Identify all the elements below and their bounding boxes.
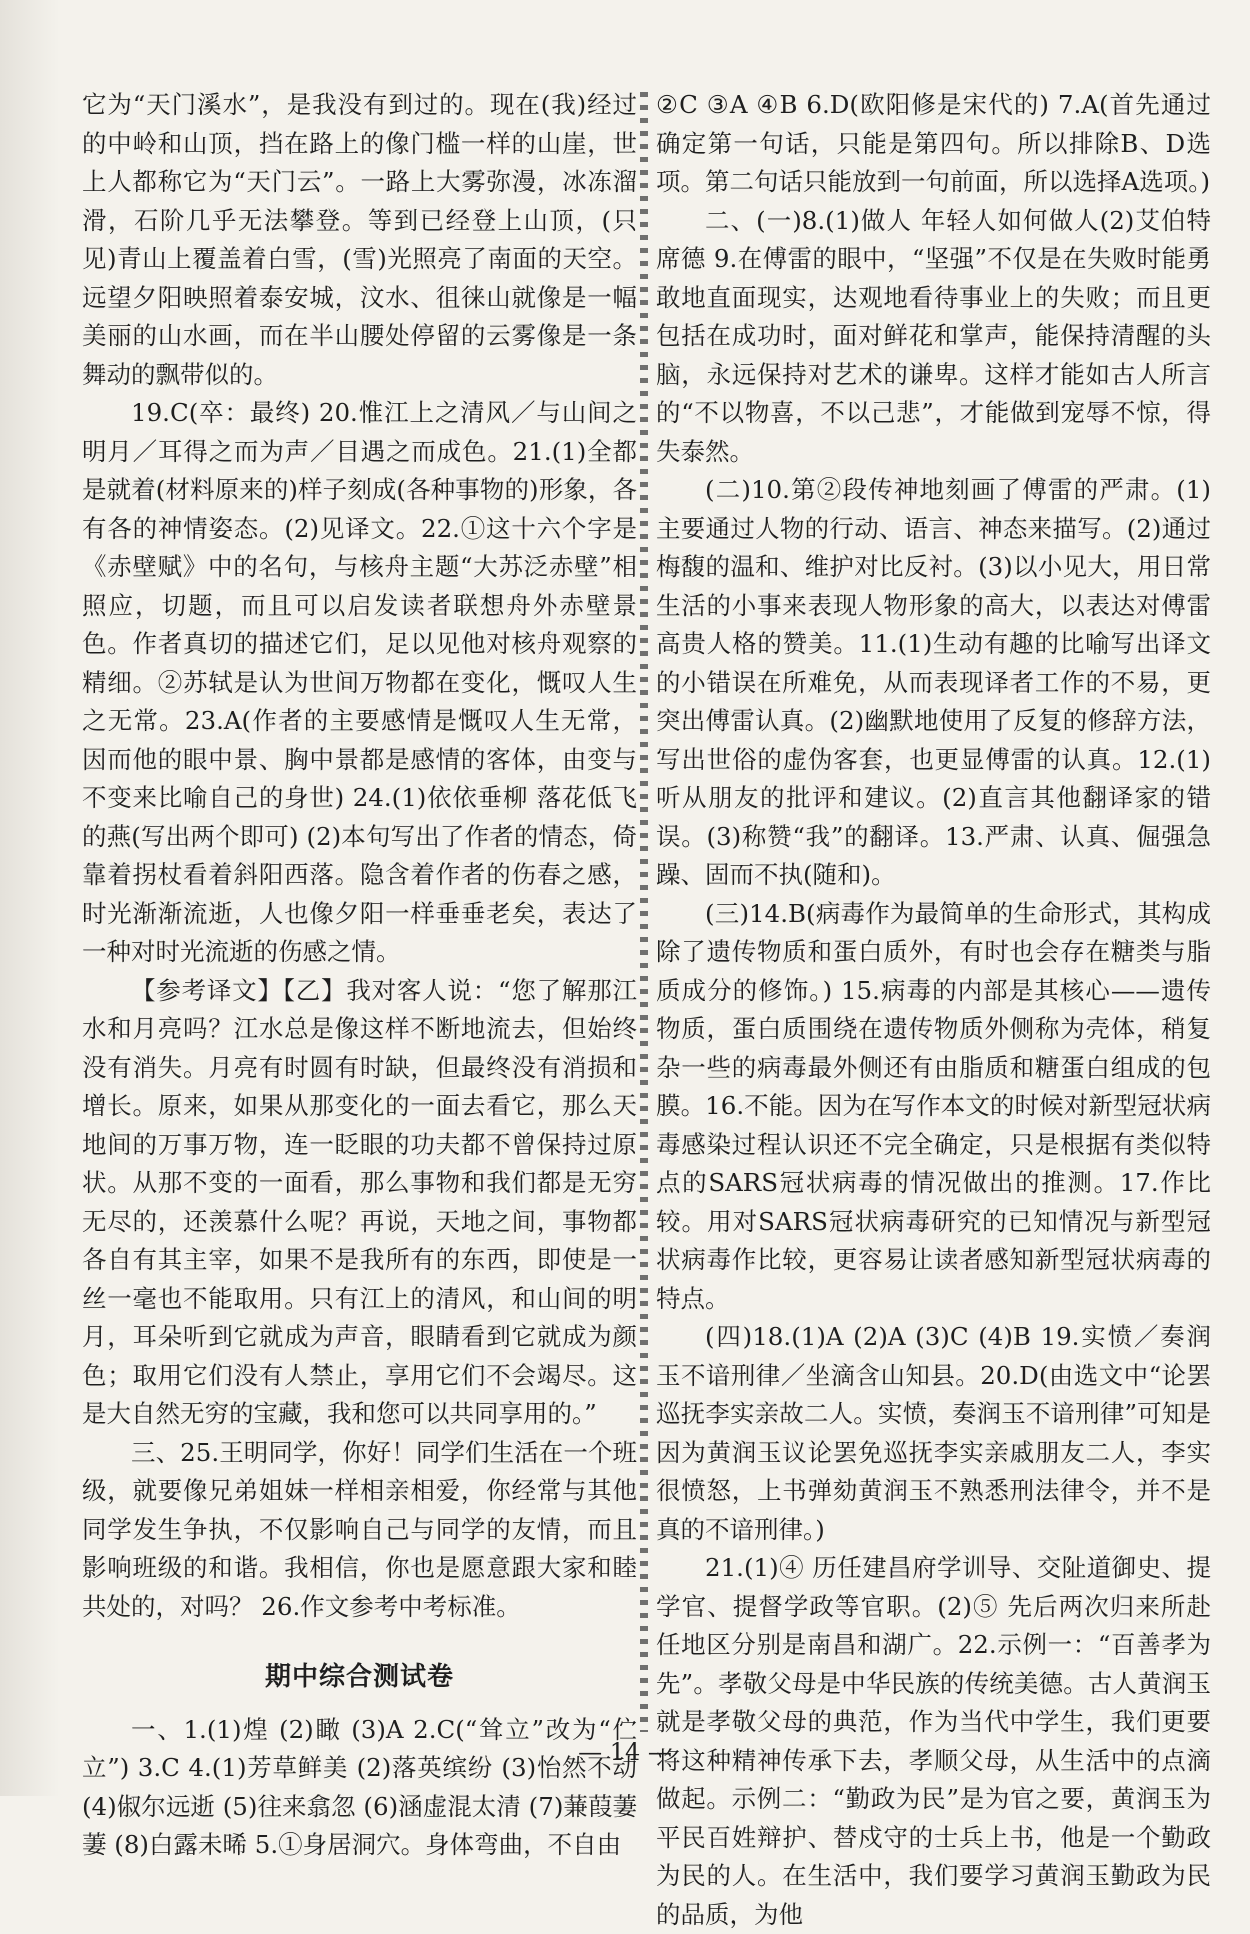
- paragraph-answers-21-22: 21.(1)④ 历任建昌府学训导、交阯道御史、提学官、提督学政等官职。(2)⑤ 先后两次归来所赴任地区分别是南昌和湖广。22.示例一：“百善孝为先”。孝敬父母是中华民族的传统美德。古人黄润玉就是孝敬父母的典范，作为当代中学生，我们更要将这种精神传承下去，孝顺父母，从生活中的点滴做起。示例二：“勤政为民”是为官之要，黄润玉为平民百姓辩护、替戍守的士兵上书，他是一个勤政为民的人。在生活中，我们要学习黄润玉勤政为民的品质，为他: [656, 1553, 1211, 1929]
- column-divider: [640, 92, 648, 1732]
- paragraph-answers-25-26: 三、25.王明同学，你好！同学们生活在一个班级，就要像兄弟姐妹一样相亲相爱，你经常与其他同学发生争执，不仅影响自己与同学的友情，而且影响班级的和谐。我相信，你也是愿意跟大家和睦共处的，对吗？ 26.作文参考中考标准。: [82, 1437, 637, 1621]
- paragraph-reference-translation: 【参考译文】【乙】我对客人说：“您了解那江水和月亮吗？江水总是像这样不断地流去，但始终没有消失。月亮有时圆有时缺，但最终没有消损和增长。原来，如果从那变化的一面去看它，那么天地间的万事万物，连一眨眼的功夫都不曾保持过原状。从那不变的一面看，那么事物和我们都是无穷无尽的，还羡慕什么呢？再说，天地之间，事物都各自有其主宰，如果不是我所有的东西，即使是一丝一毫也不能取用。只有江上的清风，和山间的明月，耳朵听到它就成为声音，眼睛看到它就成为颜色；取用它们没有人禁止，享用它们不会竭尽。这是大自然无穷的宝藏，我和您可以共同享用的。”: [82, 975, 637, 1428]
- paragraph-part-2-1: 二、(一)8.(1)做人 年轻人如何做人(2)艾伯特 席德 9.在傅雷的眼中，“坚强”不仅是在失败时能勇敢地直面现实，达观地看待事业上的失败；而且更包括在成功时，面对鲜花和掌声，能保持清醒的头脑，永远保持对艺术的谦卑。这样才能如古人所言的“不以物喜，不以己悲”，才能做到宠辱不惊，得失泰然。: [656, 205, 1211, 466]
- paragraph-answers-19-24: 19.C(卒：最终) 20.惟江上之清风／与山间之明月／耳得之而为声／目遇之而成色。21.(1)全都是就着(材料原来的)样子刻成(各种事物的)形象，各有各的神情姿态。(2)见译文。22.①这十六个字是《赤壁赋》中的名句，与核舟主题“大苏泛赤壁”相照应，切题，而且可以启发读者联想舟外赤壁景色。作者真切的描述它们，足以见他对核舟观察的精细。②苏轼是认为世间万物都在变化，慨叹人生之无常。23.A(作者的主要感情是慨叹人生无常，因而他的眼中景、胸中景都是感情的客体，由变与不变来比喻自己的身世) 24.(1)依依垂柳 落花低飞的燕(写出两个即可) (2)本句写出了作者的情态，倚靠着拐杖看着斜阳西落。隐含着作者的伤春之感，时光渐渐流逝，人也像夕阳一样垂垂老矣，表达了一种对时光流逝的伤感之情。: [82, 398, 637, 966]
- left-column: [82, 86, 637, 1865]
- paragraph-translation-continued: 它为“天门溪水”，是我没有到过的。现在(我)经过的中岭和山顶，挡在路上的像门槛一样的山崖，世上人都称它为“天门云”。一路上大雾弥漫，冰冻溜滑，石阶几乎无法攀登。等到已经登上山顶，(只见)青山上覆盖着白雪，(雪)光照亮了南面的天空。远望夕阳映照着泰安城，汶水、徂徕山就像是一幅美丽的山水画，而在半山腰处停留的云雾像是一条舞动的飘带似的。: [82, 90, 637, 389]
- paragraph-part-2-4: (四)18.(1)A (2)A (3)C (4)B 19.实愤／奏润玉不谙刑律／坐滴含山知县。20.D(由选文中“论罢巡抚李实亲故二人。实愤，奏润玉不谙刑律”可知是因为黄润玉议论罢免巡抚李实亲戚朋友二人，李实很愤怒，上书弹劾黄润玉不熟悉刑法律令，并不是真的不谙刑律。): [656, 1322, 1211, 1544]
- page-number: — 14 —: [578, 1738, 672, 1766]
- paragraph-answers-5-7: ②C ③A ④B 6.D(欧阳修是宋代的) 7.A(首先通过确定第一句话，只能是第四句。所以排除B、D选项。第二句话只能放到一句前面，所以选择A选项。): [656, 90, 1211, 196]
- paragraph-part-2-2: (二)10.第②段传神地刻画了傅雷的严肃。(1)主要通过人物的行动、语言、神态来描写。(2)通过梅馥的温和、维护对比反衬。(3)以小见大，用日常生活的小事来表现人物形象的高大，以表达对傅雷高贵人格的赞美。11.(1)生动有趣的比喻写出译文的小错误在所难免，从而表现译者工作的不易，更突出傅雷认真。(2)幽默地使用了反复的修辞方法，写出世俗的虚伪客套，也更显傅雷的认真。12.(1)听从朋友的批评和建议。(2)直言其他翻译家的错误。(3)称赞“我”的翻译。13.严肃、认真、倔强急躁、固而不执(随和)。: [656, 475, 1211, 889]
- page-edge-shadow: [0, 0, 60, 1796]
- section-title: 期中综合测试卷: [264, 1662, 454, 1692]
- paragraph-part-2-3: (三)14.B(病毒作为最简单的生命形式，其构成除了遗传物质和蛋白质外，有时也会存在糖类与脂质成分的修饰。) 15.病毒的内部是其核心——遗传物质，蛋白质围绕在遗传物质外侧称为壳体，稍复杂一些的病毒最外侧还有由脂质和糖蛋白组成的包膜。16.不能。因为在写作本文的时候对新型冠状病毒感染过程认识还不完全确定，只是根据有类似特点的SARS冠状病毒的情况做出的推测。17.作比较。用对SARS冠状病毒研究的已知情况与新型冠状病毒作比较，更容易让读者感知新型冠状病毒的特点。: [656, 898, 1211, 1313]
- right-column: [656, 86, 1211, 1934]
- paragraph-midterm-answers: 一、1.(1)煌 (2)瞰 (3)A 2.C(“耸立”改为“伫立”) 3.C 4.(1)芳草鲜美 (2)落英缤纷 (3)怡然不动 (4)俶尔远逝 (5)往来翕忽 (6)涵虚混太清 (7)蒹葭萋萋 (8)白露未晞 5.①身居洞穴。身体弯曲，不自由: [82, 1714, 637, 1859]
